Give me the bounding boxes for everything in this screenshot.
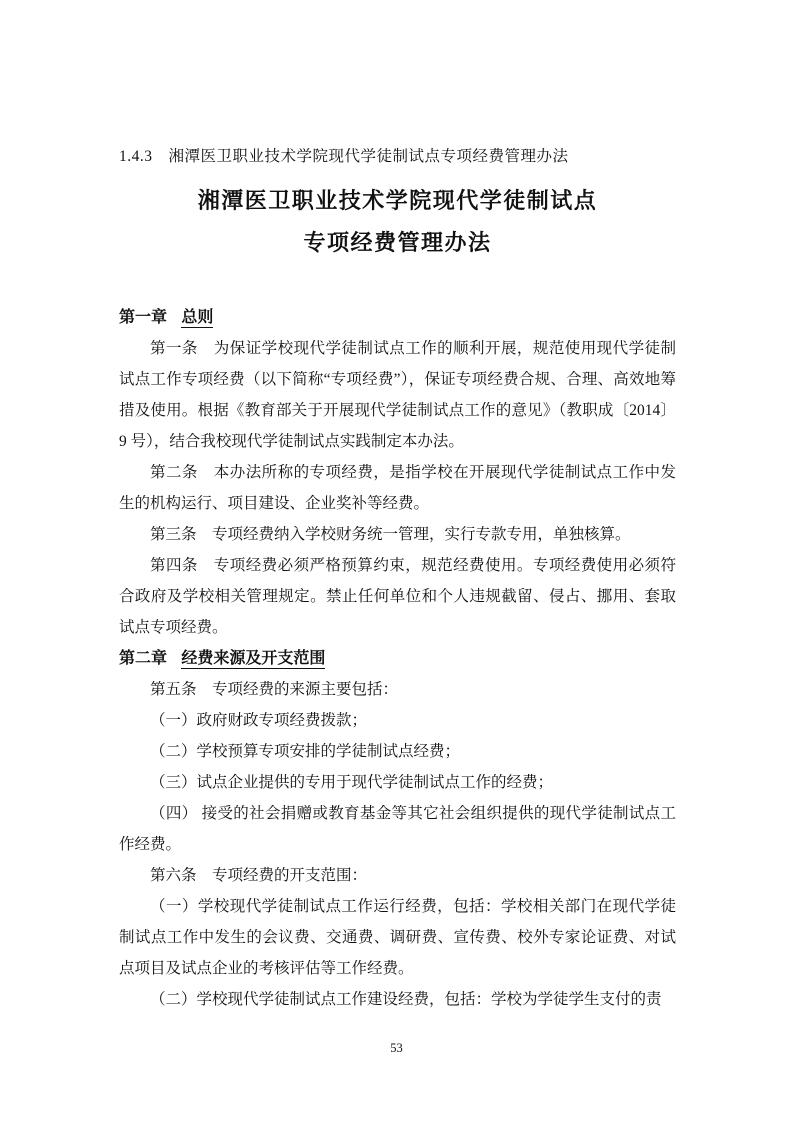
paragraph-article-2: 第二条 本办法所称的专项经费，是指学校在开展现代学徒制试点工作中发生的机构运行、项目建设、企业奖补等经费。 <box>119 464 676 512</box>
chapter-heading-2 <box>119 643 676 674</box>
paragraph-article-6: 第六条 专项经费的开支范围： <box>150 867 368 884</box>
title-line-2: 专项经费管理办法 <box>303 230 492 255</box>
section-heading: 1.4.3 湘潭医卫职业技术学院现代学徒制试点专项经费管理办法 <box>119 148 569 165</box>
chapter-1-title: 总则 <box>181 309 214 326</box>
page-number: 53 <box>390 1041 403 1055</box>
chapter-2-title: 经费来源及开支范围 <box>181 650 326 667</box>
list-item-source-2: （二）学校预算专项安排的学徒制试点经费； <box>150 743 461 760</box>
chapter-2-label: 第二章 <box>119 650 168 667</box>
paragraph-article-4: 第四条 专项经费必须严格预算约束，规范经费使用。专项经费使用必须符合政府及学校相关管理规定。禁止任何单位和个人违规截留、侵占、挪用、套取试点专项经费。 <box>119 557 676 636</box>
chapter-heading-1 <box>119 302 676 333</box>
paragraph-article-5: 第五条 专项经费的来源主要包括： <box>150 681 399 698</box>
list-item-scope-2: （二）学校现代学徒制试点工作建设经费，包括：学校为学徒学生支付的责 <box>150 991 662 1008</box>
list-item-source-4: （四） 接受的社会捐赠或教育基金等其它社会组织提供的现代学徒制试点工作经费。 <box>119 805 676 853</box>
paragraph-article-3: 第三条 专项经费纳入学校财务统一管理，实行专款专用，单独核算。 <box>150 526 631 543</box>
title-line-1: 湘潭医卫职业技术学院现代学徒制试点 <box>197 188 598 213</box>
list-item-scope-1: （一）学校现代学徒制试点工作运行经费，包括：学校相关部门在现代学徒制试点工作中发生的会议费、交通费、调研费、宣传费、校外专家论证费、对试点项目及试点企业的考核评估等工作经费。 <box>119 898 676 977</box>
list-item-source-3: （三）试点企业提供的专用于现代学徒制试点工作的经费； <box>150 774 554 791</box>
chapter-1-label: 第一章 <box>119 309 168 326</box>
list-item-source-1: （一）政府财政专项经费拨款； <box>150 712 368 729</box>
document-content <box>119 146 676 1015</box>
document-body <box>119 302 676 1015</box>
document-title <box>119 180 676 264</box>
paragraph-article-1: 第一条 为保证学校现代学徒制试点工作的顺利开展，规范使用现代学徒制试点工作专项经费（以下简称“专项经费”），保证专项经费合规、合理、高效地筹措及使用。根据《教育部关于开展现代学徒制试点工作的意见》（教职成〔2014〕9 号），结合我校现代学徒制试点实践制定本办法。 <box>119 340 676 450</box>
